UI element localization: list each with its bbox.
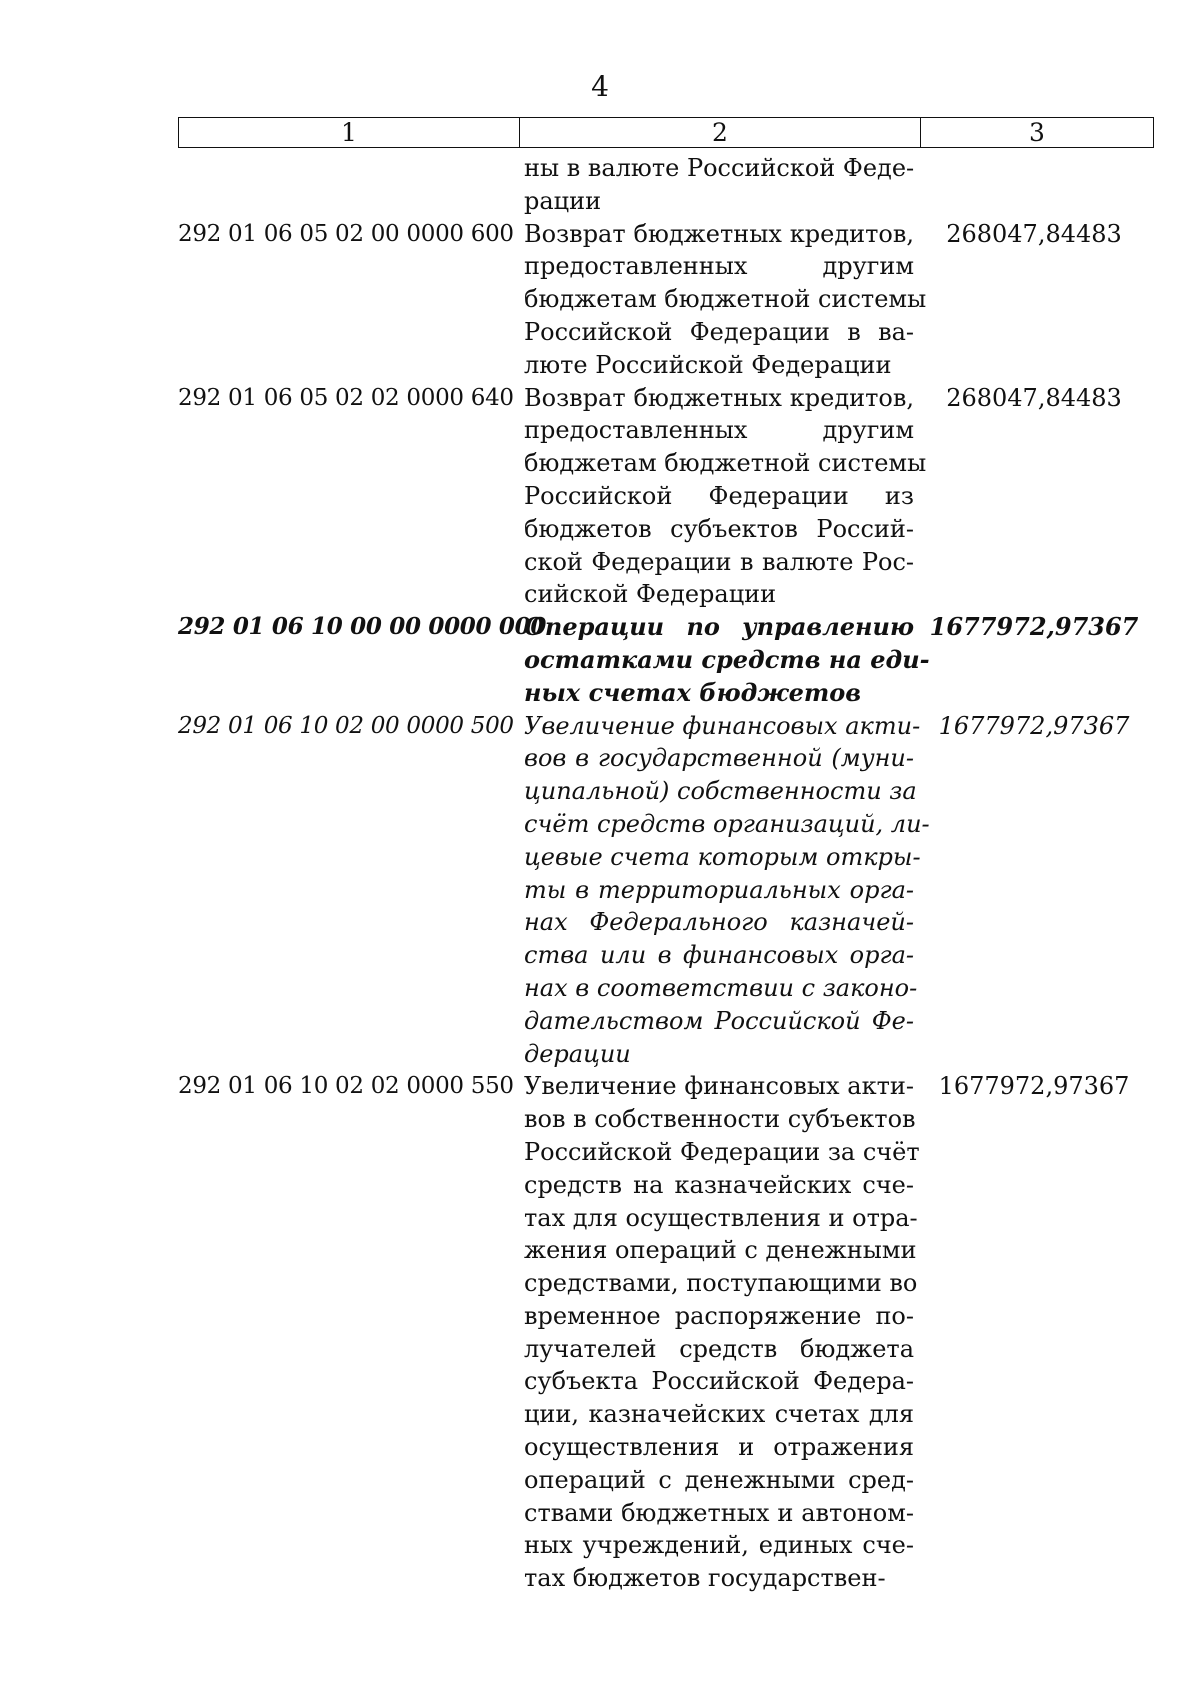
description-line: ствами бюджетных и автоном- — [524, 1498, 914, 1527]
description-line: ты в территориальных орга- — [524, 875, 914, 904]
header-col-2: 2 — [520, 118, 921, 148]
description — [518, 218, 927, 382]
table-header — [178, 117, 1154, 148]
description-line: Российской Федерации в ва- — [524, 317, 914, 346]
description-line: тах бюджетов государствен- — [524, 1564, 886, 1593]
description — [518, 152, 918, 218]
description-line: остатками средств на еди- — [524, 644, 930, 674]
table-row — [178, 382, 1150, 612]
description-line: средствами, поступающими во — [524, 1269, 918, 1298]
description-line: предоставленных другим — [524, 416, 914, 445]
description-line: вов в государственной (муни- — [524, 744, 914, 773]
amount: 1677972,97367 — [929, 612, 1139, 642]
budget-code: 292 01 06 10 02 00 0000 500 — [178, 712, 514, 739]
description-line: ства или в финансовых орга- — [524, 941, 914, 970]
budget-code: 292 01 06 10 02 02 0000 550 — [178, 1073, 514, 1100]
header-col-1: 1 — [179, 118, 520, 148]
description-line: дательством Российской Фе- — [524, 1006, 914, 1035]
description-line: нах Федерального казначей- — [524, 908, 914, 937]
description-line: сийской Федерации — [524, 580, 777, 609]
description-line: тах для осуществления и отра- — [524, 1203, 918, 1232]
description-line: предоставленных другим — [524, 252, 914, 281]
description-line: Возврат бюджетных кредитов, — [524, 383, 914, 412]
description-line: бюджетов субъектов Россий- — [524, 514, 914, 543]
description-line: временное распоряжение по- — [524, 1301, 914, 1330]
table-row — [178, 152, 1150, 218]
description-line: ных счетах бюджетов — [524, 677, 862, 707]
description-line: бюджетам бюджетной системы — [524, 285, 927, 314]
description-line: ципальной) собственности за — [524, 777, 917, 806]
description-line: ской Федерации в валюте Рос- — [524, 547, 914, 576]
header-col-3: 3 — [921, 118, 1154, 148]
description-line: бюджетам бюджетной системы — [524, 449, 927, 478]
description-line: лучателей средств бюджета — [524, 1334, 914, 1363]
description — [518, 710, 930, 1071]
description — [518, 611, 930, 709]
description-line: ны в валюте Российской Феде- — [524, 154, 915, 182]
amount: 1677972,97367 — [938, 711, 1130, 740]
amount: 268047,84483 — [946, 219, 1122, 248]
description-line: вов в собственности субъектов — [524, 1105, 916, 1134]
table-row — [178, 611, 1150, 709]
description-line: ных учреждений, единых сче- — [524, 1531, 914, 1560]
description-line: люте Российской Федерации — [524, 350, 892, 379]
description-line: субъекта Российской Федера- — [524, 1367, 914, 1396]
description-line: жения операций с денежными — [524, 1236, 917, 1265]
amount: 1677972,97367 — [938, 1072, 1130, 1101]
description-line: осуществления и отражения — [524, 1433, 914, 1462]
budget-code: 292 01 06 05 02 02 0000 640 — [178, 384, 514, 411]
description-line: средств на казначейских сче- — [524, 1170, 914, 1199]
description-line: ции, казначейских счетах для — [524, 1400, 914, 1429]
table-body — [178, 152, 1150, 1595]
description-line: нах в соответствии с законо- — [524, 973, 918, 1002]
table-row — [178, 1070, 1150, 1595]
description-line: Российской Федерации из — [524, 481, 914, 510]
description-line: счёт средств организаций, ли- — [524, 809, 930, 838]
description — [518, 382, 927, 612]
description-line: Операции по управлению — [524, 612, 914, 642]
description — [518, 1070, 918, 1595]
description-line: Возврат бюджетных кредитов, — [524, 219, 914, 248]
description-line: Увеличение финансовых акти- — [524, 711, 921, 740]
table-row — [178, 218, 1150, 382]
description-line: Увеличение финансовых акти- — [524, 1072, 914, 1101]
description-line: рации — [524, 186, 602, 215]
page-number: 4 — [591, 70, 609, 103]
description-line: Российской Федерации за счёт — [524, 1137, 920, 1166]
description-line: цевые счета которым откры- — [524, 842, 921, 871]
budget-code: 292 01 06 10 00 00 0000 000 — [178, 613, 547, 641]
table-row — [178, 710, 1150, 1071]
description-line: дерации — [524, 1039, 631, 1068]
amount: 268047,84483 — [946, 383, 1122, 412]
budget-code: 292 01 06 05 02 00 0000 600 — [178, 220, 514, 247]
description-line: операций с денежными сред- — [524, 1465, 914, 1494]
